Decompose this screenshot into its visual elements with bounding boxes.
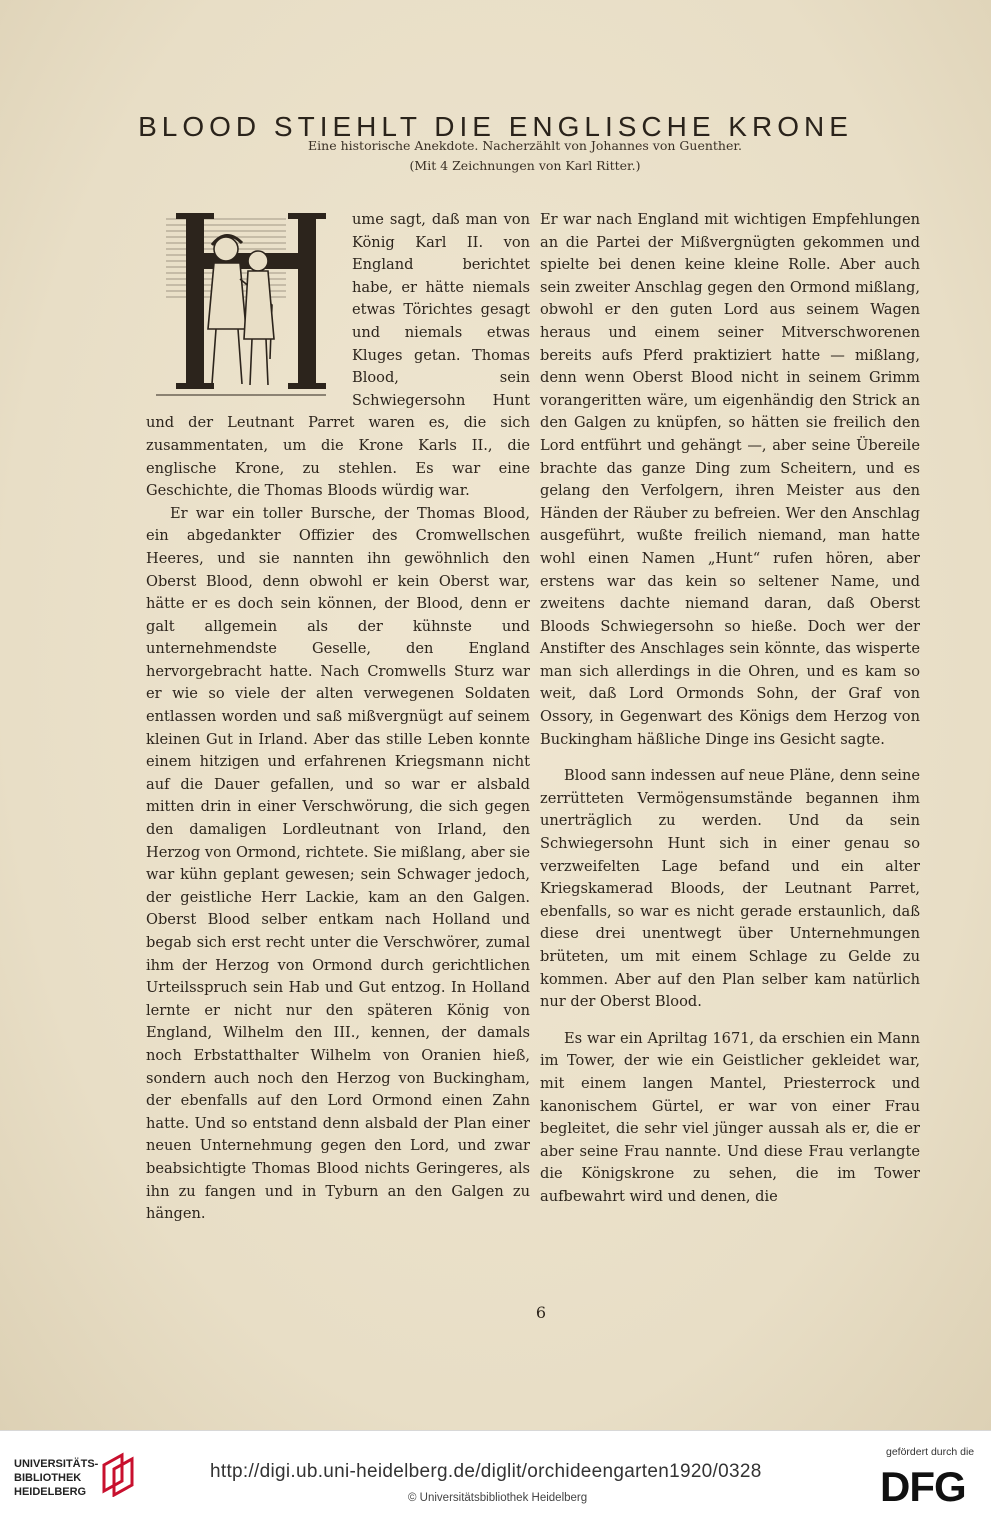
paragraph-5: Es war ein Apriltag 1671, da erschien ein Mann im Tower, der wie ein Geistlicher gekleidet war, mit einem langen Mantel, Priesterrock und kanonischem Gürtel, er war von einer Frau begleitet, die sehr viel jünger aussah als er, die er aber seine Frau nannte. Und diese Frau verlangte die Königskrone zu sehen, die im Tower aufbewahrt wird und denen, die bbox=[540, 1029, 920, 1205]
dfg-logo[interactable]: DFG bbox=[880, 1463, 966, 1510]
library-logo-icon bbox=[100, 1451, 140, 1502]
document-url-link[interactable]: http://digi.ub.uni-heidelberg.de/diglit/orchideengarten1920/0328 bbox=[210, 1461, 762, 1482]
article-subtitle bbox=[0, 136, 991, 176]
footer-bar bbox=[0, 1430, 991, 1517]
initial-illustration-icon bbox=[146, 209, 340, 405]
paragraph-3: Er war nach England mit wichtigen Empfehlungen an die Partei der Mißvergnügten gekommen und spielte bei denen keine kleine Rolle. Aber auch sein zweiter Anschlag gegen den Ormond mißlang, obwohl er den guten Lord aus seinem Wagen heraus und einem seiner Mitverschworenen bereits aufs Pferd praktiziert hatte — mißlang, denn wenn Oberst Blood nicht in seinem Grimm vorangeritten wäre, um eigenhändig den Strick an den Galgen zu knüpfen, so hätten sie freilich den Lord entführt und gehängt —, aber seine Übereile brachte das ganze Ding zum Scheitern, und es gelang den Verfolgern, ihren Meister aus den Händen der Räuber zu befreien. Wer den Anschlag ausgeführt, wußte freilich niemand, man hatte wohl einen Namen „Hunt“ rufen hören, aber erstens war das kein so seltener Name, und zweitens dachte niemand daran, daß Oberst Bloods Schwiegersohn so hieße. Doch wer der Anstifter des Anschlages sein könnte, das wisperte man sich allerdings in die Ohren, und es kam so weit, daß Lord Ormonds Sohn, der Graf von Ossory, in Gegenwart des Königs dem Herzog von Buckingham häßliche Dinge ins Gesicht sagte. bbox=[540, 211, 920, 748]
paragraph-4: Blood sann indessen auf neue Pläne, denn seine zerrütteten Vermögensumstände begannen ihm unerträglich zu werden. Und da sein Schwiegersohn Hunt sich in einer genau so verzweifelten Lage befand und ein alter Kriegskamerad Bloods, der Leutnant Parret, ebenfalls, so war es nicht gerade erstaunlich, daß diese drei unentwegt über Unternehmungen brüteten, um mit einem Schlage zu Gelde zu kommen. Aber auf den Plan selber kam natürlich nur der Oberst Blood. bbox=[540, 767, 920, 1011]
left-column bbox=[146, 209, 530, 1226]
funding-note: gefördert durch die bbox=[886, 1446, 975, 1458]
paragraph-2: Er war ein toller Bursche, der Thomas Blood, ein abgedankter Offizier des Cromwellschen Heeres, und sie nannten ihn gewöhnlich den Oberst Blood, denn obwohl er kein Oberst war, hätte er es doch sein können, der Blood, denn er galt allgemein als der kühnste und unternehmendste Geselle, den England hervorgebracht hatte. Nach Cromwells Sturz war er wie so viele der alten verwegenen Soldaten entlassen worden und saß mißvergnügt auf seinem kleinen Gut in Irland. Aber das stille Leben konnte einem hitzigen und erfahrenen Kriegsmann nicht auf die Dauer gefallen, und so war er alsbald mitten drin in einer Verschwörung, die sich gegen den damaligen Lordleutnant von Irland, den Herzog von Ormond, richtete. Sie mißlang, aber sie war kühn geplant gewesen; sein Schwager jedoch, der geistliche Herr Lackie, kam an den Galgen. Oberst Blood selber entkam nach Holland und begab sich erst recht unter die Verschwörer, zumal ihm der Herzog von Ormond durch gerichtlichen Urteilsspruch sein Hab und Gut entzog. In Holland lernte er nicht nur den späteren König von England, Wilhelm den III., kennen, der damals noch Erbstatthalter Wilhelm von Oranien hieß, sondern auch noch den Herzog von Buckingham, der ebenfalls auf den Lord Ormond einen Zahn hatte. Und so entstand denn alsbald der Plan einer neuen Unternehmung gegen den Lord, und zwar beabsichtigte Thomas Blood nichts Geringeres, als ihn zu fangen und in Tyburn an den Galgen zu hängen. bbox=[146, 504, 530, 1223]
article-title: BLOOD STIEHLT DIE ENGLISCHE KRONE bbox=[138, 110, 853, 142]
library-name[interactable]: UNIVERSITÄTS- BIBLIOTHEK HEIDELBERG bbox=[14, 1458, 99, 1498]
page-number: 6 bbox=[535, 1303, 547, 1322]
illustrated-initial-h bbox=[146, 209, 340, 405]
subtitle-line-2: (Mit 4 Zeichnungen von Karl Ritter.) bbox=[409, 158, 641, 173]
paragraph-1: ume sagt, daß man von König Karl II. von England berichtet habe, er hätte niemals etwas Törichtes gesagt und niemals etwas Kluges getan. Thomas Blood, sein Schwiegersohn Hunt und der Leutnant Parret waren es, die sich zusammentaten, um die Krone Karls II., die englische Krone, zu stehlen. Es war eine Geschichte, die Thomas Bloods würdig war. bbox=[146, 211, 530, 500]
right-column bbox=[540, 209, 920, 1209]
copyright-notice: © Universitätsbibliothek Heidelberg bbox=[408, 1492, 588, 1504]
subtitle-line-1: Eine historische Anekdote. Nacherzählt von Johannes von Guenther. bbox=[308, 138, 742, 153]
